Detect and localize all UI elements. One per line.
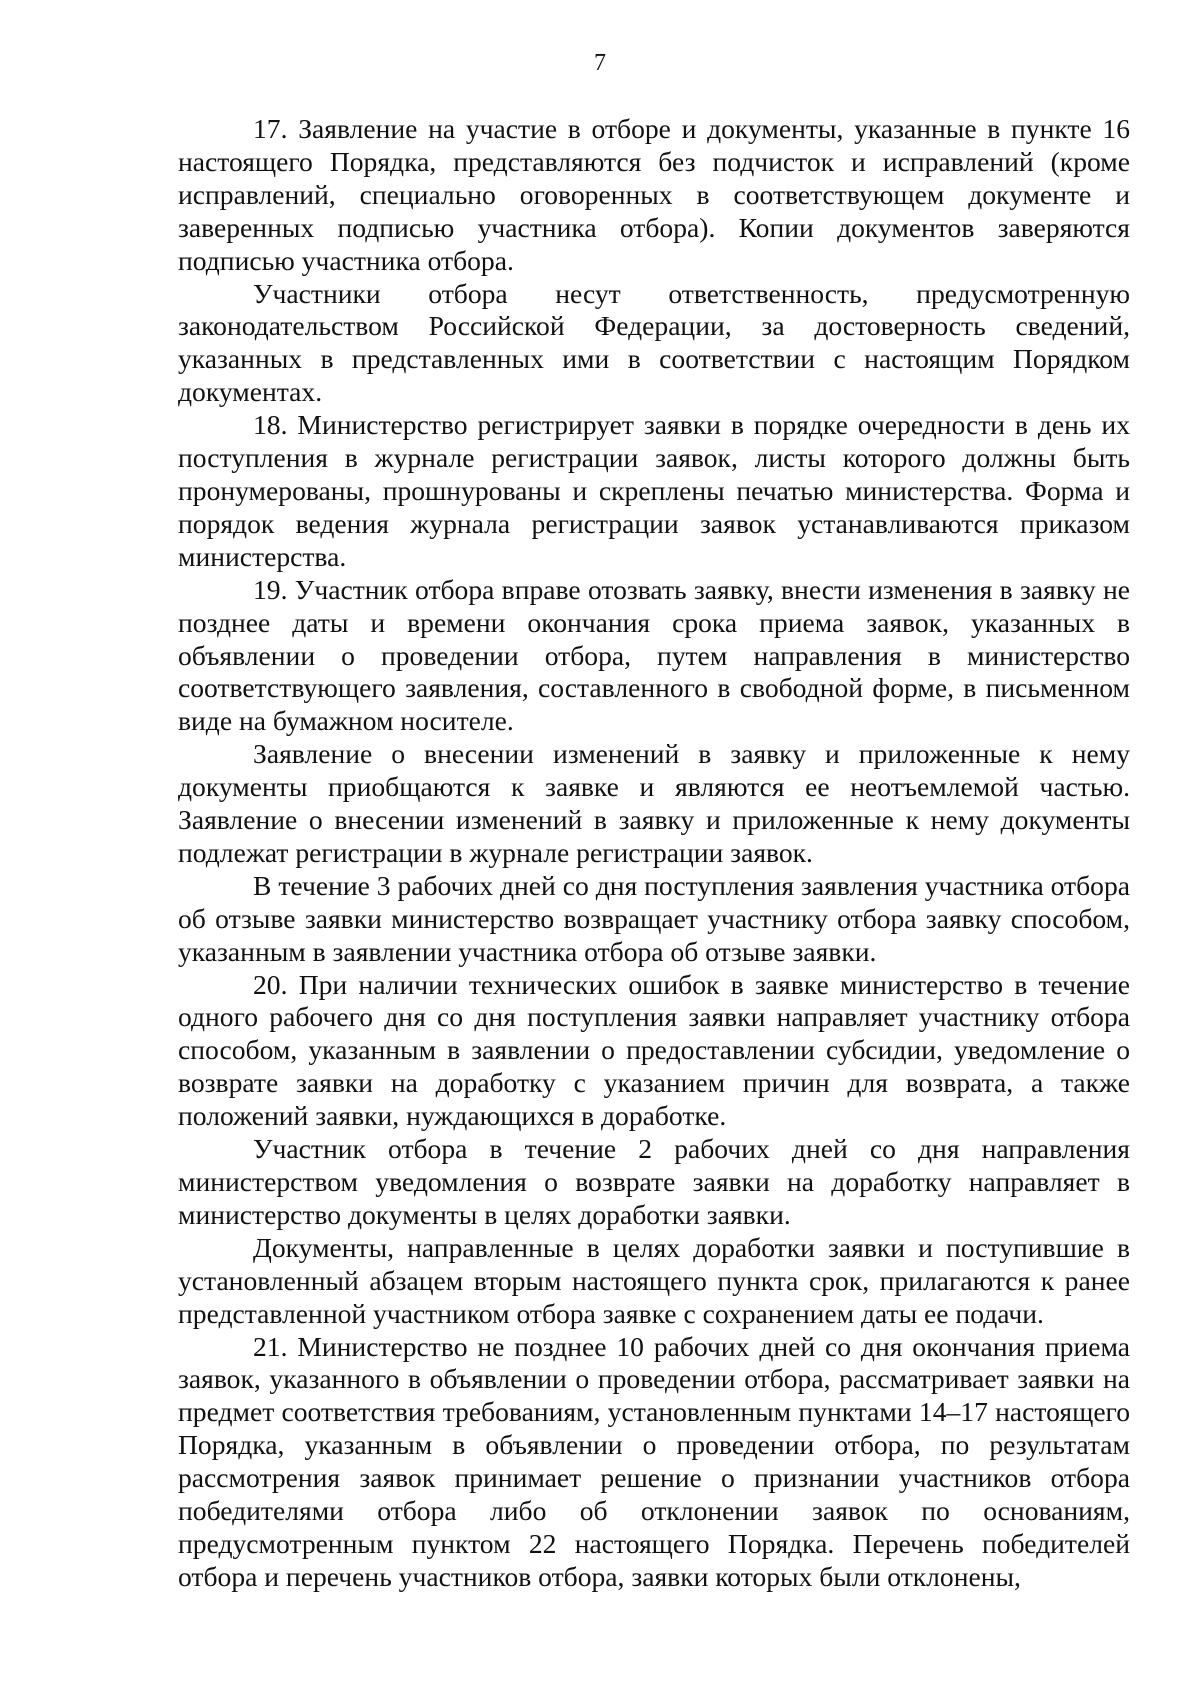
page-number: 7: [594, 50, 606, 76]
document-body: [178, 113, 1130, 1594]
paragraph-20: 20. При наличии технических ошибок в заявке министерство в течение одного рабочего дня со дня поступления заявки направляет участнику отбора способом, указанным в заявлении о предоставлении субсидии, уведомление о возврате заявки на доработку с указанием причин для возврата, а также положений заявки, нуждающихся в доработке.: [178, 968, 1130, 1132]
paragraph-21: 21. Министерство не позднее 10 рабочих дней со дня окончания приема заявок, указанного в объявлении о проведении отбора, рассматривает заявки на предмет соответствия требованиям, установленным пунктами 14–17 настоящего Порядка, указанным в объявлении о проведении отбора, по результатам рассмотрения заявок принимает решение о признании участников отбора победителями отбора либо об отклонении заявок по основаниям, предусмотренным пунктом 22 настоящего Порядка. Перечень победителей отбора и перечень участников отбора, заявки которых были отклонены,: [178, 1330, 1130, 1592]
paragraph-19-withdrawal: В течение 3 рабочих дней со дня поступления заявления участника отбора об отзыве заявки министерство возвращает участнику отбора заявку способом, указанным в заявлении участника отбора об отзыве заявки.: [178, 869, 1130, 967]
paragraph-17: 17. Заявление на участие в отборе и документы, указанные в пункте 16 настоящего Порядка, представляются без подчисток и исправлений (кроме исправлений, специально оговоренных в соответствующем документе и заверенных подписью участника отбора). Копии документов заверяются подписью участника отбора.: [178, 113, 1130, 276]
paragraph-20-revision: Участник отбора в течение 2 рабочих дней со дня направления министерством уведомления о возврате заявки на доработку направляет в министерство документы в целях доработки заявки.: [178, 1133, 1130, 1230]
paragraph-18: 18. Министерство регистрирует заявки в порядке очередности в день их поступления в журнале регистрации заявок, листы которого должны быть пронумерованы, прошнурованы и скреплены печатью министерства. Форма и порядок ведения журнала регистрации заявок устанавливаются приказом министерства.: [178, 409, 1130, 572]
paragraph-17-responsibility: Участники отбора несут ответственность, предусмотренную законодательством Российской Федерации, за достоверность сведений, указанных в представленных ими в соответствии с настоящим Порядком документах.: [178, 277, 1130, 408]
paragraph-20-documents: Документы, направленные в целях доработки заявки и поступившие в установленный абзацем вторым настоящего пункта срок, прилагаются к ранее представленной участником отбора заявке с сохранением даты ее подачи.: [178, 1231, 1130, 1329]
paragraph-19: 19. Участник отбора вправе отозвать заявку, внести изменения в заявку не позднее даты и времени окончания срока приема заявок, указанных в объявлении о проведении отбора, путем направления в министерство соответствующего заявления, составленного в свободной форме, в письменном виде на бумажном носителе.: [178, 573, 1130, 737]
paragraph-19-changes: Заявление о внесении изменений в заявку и приложенные к нему документы приобщаются к заявке и являются ее неотъемлемой частью. Заявление о внесении изменений в заявку и приложенные к нему документы подлежат регистрации в журнале регистрации заявок.: [178, 738, 1130, 868]
